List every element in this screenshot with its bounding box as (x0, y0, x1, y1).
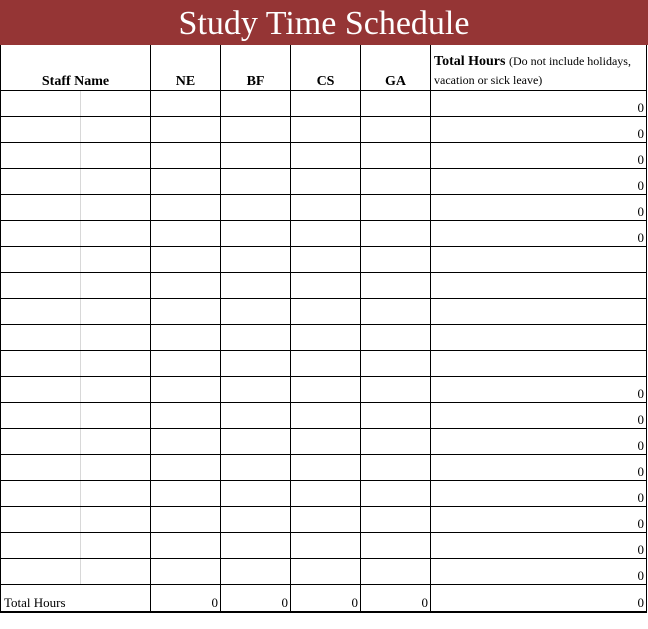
footer-bf-total[interactable]: 0 (221, 585, 291, 612)
row-total-cell[interactable]: 0 (431, 143, 647, 169)
ne-cell[interactable] (151, 481, 221, 507)
table-row (1, 377, 647, 403)
table-row (1, 117, 647, 143)
ga-cell[interactable] (361, 507, 431, 533)
cs-cell[interactable] (291, 481, 361, 507)
row-total-cell[interactable]: 0 (431, 221, 647, 247)
cs-cell[interactable] (291, 273, 361, 299)
cs-cell[interactable] (291, 299, 361, 325)
header-row (1, 45, 647, 91)
table-row (1, 507, 647, 533)
staff-name-extra-cell[interactable] (81, 377, 151, 403)
row-total-cell[interactable]: 0 (431, 91, 647, 117)
bf-cell[interactable] (221, 143, 291, 169)
row-total-cell[interactable] (431, 273, 647, 299)
schedule-table (0, 45, 647, 613)
cs-cell[interactable] (291, 143, 361, 169)
ga-cell[interactable] (361, 455, 431, 481)
staff-name-extra-cell[interactable] (81, 299, 151, 325)
bf-cell[interactable] (221, 507, 291, 533)
ga-cell[interactable] (361, 221, 431, 247)
staff-name-cell[interactable] (1, 533, 81, 559)
ga-cell[interactable] (361, 559, 431, 585)
ga-cell[interactable] (361, 325, 431, 351)
bf-cell[interactable] (221, 117, 291, 143)
ne-cell[interactable] (151, 117, 221, 143)
staff-name-cell[interactable] (1, 247, 81, 273)
table-row (1, 169, 647, 195)
staff-name-extra-cell[interactable] (81, 507, 151, 533)
row-total-cell[interactable]: 0 (431, 429, 647, 455)
staff-name-extra-cell[interactable] (81, 351, 151, 377)
table-row (1, 195, 647, 221)
cs-cell[interactable] (291, 91, 361, 117)
cs-cell[interactable] (291, 325, 361, 351)
bf-cell[interactable] (221, 91, 291, 117)
row-total-cell[interactable] (431, 247, 647, 273)
footer-row (1, 585, 647, 612)
staff-name-extra-cell[interactable] (81, 117, 151, 143)
ne-cell[interactable] (151, 299, 221, 325)
table-row (1, 403, 647, 429)
staff-name-cell[interactable] (1, 351, 81, 377)
staff-name-extra-cell[interactable] (81, 325, 151, 351)
row-total-cell[interactable]: 0 (431, 195, 647, 221)
cs-cell[interactable] (291, 195, 361, 221)
bf-cell[interactable] (221, 559, 291, 585)
row-total-cell[interactable]: 0 (431, 481, 647, 507)
table-row (1, 351, 647, 377)
ne-cell[interactable] (151, 195, 221, 221)
bf-cell[interactable] (221, 247, 291, 273)
row-total-cell[interactable] (431, 299, 647, 325)
cs-cell[interactable] (291, 403, 361, 429)
staff-name-extra-cell[interactable] (81, 403, 151, 429)
staff-name-cell[interactable] (1, 325, 81, 351)
header-ga: GA (361, 45, 431, 91)
header-bf: BF (221, 45, 291, 91)
row-total-cell[interactable]: 0 (431, 533, 647, 559)
bf-cell[interactable] (221, 429, 291, 455)
staff-name-cell[interactable] (1, 169, 81, 195)
staff-name-cell[interactable] (1, 143, 81, 169)
cs-cell[interactable] (291, 455, 361, 481)
ne-cell[interactable] (151, 143, 221, 169)
staff-name-cell[interactable] (1, 221, 81, 247)
bf-cell[interactable] (221, 273, 291, 299)
row-total-cell[interactable] (431, 351, 647, 377)
staff-name-extra-cell[interactable] (81, 247, 151, 273)
row-total-cell[interactable]: 0 (431, 507, 647, 533)
ne-cell[interactable] (151, 507, 221, 533)
staff-name-cell[interactable] (1, 507, 81, 533)
staff-name-extra-cell[interactable] (81, 429, 151, 455)
footer-cs-total[interactable]: 0 (291, 585, 361, 612)
ne-cell[interactable] (151, 455, 221, 481)
ne-cell[interactable] (151, 559, 221, 585)
table-row (1, 559, 647, 585)
cs-cell[interactable] (291, 169, 361, 195)
ga-cell[interactable] (361, 117, 431, 143)
staff-name-cell[interactable] (1, 195, 81, 221)
bf-cell[interactable] (221, 195, 291, 221)
bf-cell[interactable] (221, 481, 291, 507)
staff-name-cell[interactable] (1, 481, 81, 507)
ne-cell[interactable] (151, 221, 221, 247)
ga-cell[interactable] (361, 481, 431, 507)
table-row (1, 455, 647, 481)
header-staff-name: Staff Name (1, 45, 151, 91)
ga-cell[interactable] (361, 91, 431, 117)
row-total-cell[interactable]: 0 (431, 377, 647, 403)
ga-cell[interactable] (361, 429, 431, 455)
ga-cell[interactable] (361, 273, 431, 299)
staff-name-extra-cell[interactable] (81, 143, 151, 169)
staff-name-extra-cell[interactable] (81, 533, 151, 559)
footer-ga-total[interactable]: 0 (361, 585, 431, 612)
header-cs: CS (291, 45, 361, 91)
row-total-cell[interactable]: 0 (431, 117, 647, 143)
bf-cell[interactable] (221, 403, 291, 429)
staff-name-extra-cell[interactable] (81, 195, 151, 221)
ne-cell[interactable] (151, 429, 221, 455)
staff-name-cell[interactable] (1, 117, 81, 143)
ne-cell[interactable] (151, 91, 221, 117)
staff-name-cell[interactable] (1, 429, 81, 455)
ne-cell[interactable] (151, 247, 221, 273)
header-total-hours-label: Total Hours (434, 54, 506, 69)
cs-cell[interactable] (291, 559, 361, 585)
row-total-cell[interactable]: 0 (431, 403, 647, 429)
ne-cell[interactable] (151, 169, 221, 195)
footer-label[interactable]: Total Hours (1, 585, 151, 612)
ga-cell[interactable] (361, 195, 431, 221)
staff-name-extra-cell[interactable] (81, 273, 151, 299)
table-row (1, 143, 647, 169)
ne-cell[interactable] (151, 273, 221, 299)
row-total-cell[interactable]: 0 (431, 455, 647, 481)
staff-name-cell[interactable] (1, 377, 81, 403)
bf-cell[interactable] (221, 169, 291, 195)
header-total-hours-note: (Do not include holidays, vacation or sick leave) (434, 54, 631, 87)
staff-name-cell[interactable] (1, 91, 81, 117)
staff-name-extra-cell[interactable] (81, 455, 151, 481)
ga-cell[interactable] (361, 247, 431, 273)
footer-ne-total[interactable]: 0 (151, 585, 221, 612)
cs-cell[interactable] (291, 117, 361, 143)
ga-cell[interactable] (361, 403, 431, 429)
bf-cell[interactable] (221, 299, 291, 325)
staff-name-extra-cell[interactable] (81, 91, 151, 117)
row-total-cell[interactable]: 0 (431, 169, 647, 195)
staff-name-cell[interactable] (1, 455, 81, 481)
cs-cell[interactable] (291, 507, 361, 533)
bf-cell[interactable] (221, 377, 291, 403)
ga-cell[interactable] (361, 533, 431, 559)
ne-cell[interactable] (151, 351, 221, 377)
ga-cell[interactable] (361, 143, 431, 169)
ne-cell[interactable] (151, 533, 221, 559)
ga-cell[interactable] (361, 377, 431, 403)
staff-name-cell[interactable] (1, 403, 81, 429)
bf-cell[interactable] (221, 533, 291, 559)
ga-cell[interactable] (361, 299, 431, 325)
staff-name-extra-cell[interactable] (81, 169, 151, 195)
footer-grand-total[interactable]: 0 (431, 585, 647, 612)
staff-name-extra-cell[interactable] (81, 559, 151, 585)
bf-cell[interactable] (221, 455, 291, 481)
header-total-hours (431, 45, 647, 91)
ne-cell[interactable] (151, 403, 221, 429)
staff-name-cell[interactable] (1, 559, 81, 585)
ne-cell[interactable] (151, 377, 221, 403)
cs-cell[interactable] (291, 351, 361, 377)
staff-name-extra-cell[interactable] (81, 221, 151, 247)
cs-cell[interactable] (291, 533, 361, 559)
ga-cell[interactable] (361, 351, 431, 377)
row-total-cell[interactable]: 0 (431, 559, 647, 585)
bf-cell[interactable] (221, 221, 291, 247)
table-row (1, 533, 647, 559)
table-row (1, 247, 647, 273)
table-row (1, 429, 647, 455)
staff-name-cell[interactable] (1, 273, 81, 299)
cs-cell[interactable] (291, 221, 361, 247)
table-row (1, 273, 647, 299)
ga-cell[interactable] (361, 169, 431, 195)
staff-name-cell[interactable] (1, 299, 81, 325)
page-title: Study Time Schedule (0, 0, 648, 45)
bf-cell[interactable] (221, 325, 291, 351)
ne-cell[interactable] (151, 325, 221, 351)
staff-name-extra-cell[interactable] (81, 481, 151, 507)
row-total-cell[interactable] (431, 325, 647, 351)
table-row (1, 481, 647, 507)
table-row (1, 221, 647, 247)
cs-cell[interactable] (291, 377, 361, 403)
cs-cell[interactable] (291, 429, 361, 455)
header-ne: NE (151, 45, 221, 91)
table-row (1, 299, 647, 325)
table-row (1, 91, 647, 117)
bf-cell[interactable] (221, 351, 291, 377)
table-row (1, 325, 647, 351)
table-body (1, 91, 647, 585)
cs-cell[interactable] (291, 247, 361, 273)
